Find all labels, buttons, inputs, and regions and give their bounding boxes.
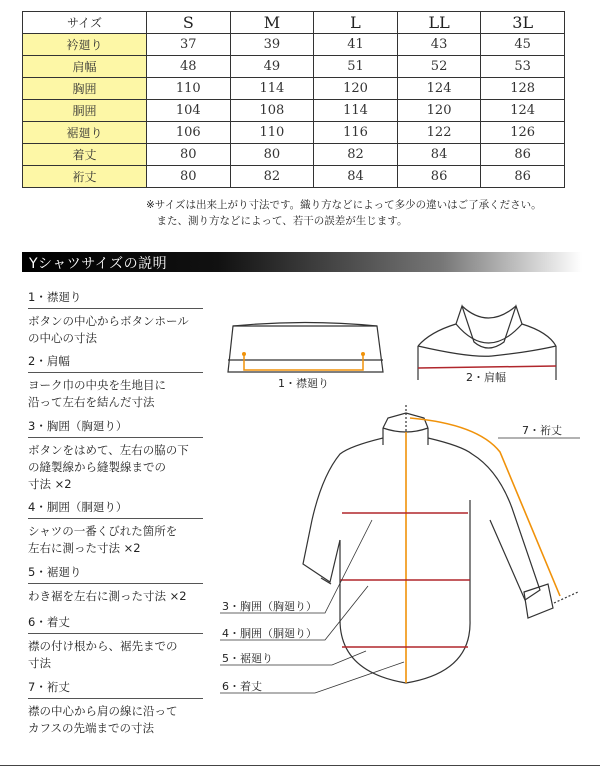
shirt-diagram [205, 280, 590, 750]
table-cell: 120 [314, 78, 398, 100]
explanation-hem [28, 564, 203, 605]
table-cell: 124 [397, 78, 481, 100]
table-cell: 80 [147, 166, 231, 188]
explanation-desc: ボタンの中心からボタンホール の中心の寸法 [28, 314, 189, 345]
size-header-m: M [230, 12, 314, 34]
collar-button-dot [242, 352, 246, 356]
table-cell: 120 [397, 100, 481, 122]
table-cell: 80 [230, 144, 314, 166]
table-cell: 86 [397, 166, 481, 188]
size-header-l: L [314, 12, 398, 34]
explanation-desc: ボタンをはめて、左右の脇の下 の縫製線から縫製線までの 寸法 ×2 [28, 443, 189, 491]
shoulder-measure-line [418, 366, 556, 368]
size-corner-header: サイズ [23, 12, 147, 34]
explanation-shoulder [28, 353, 203, 411]
table-cell: 114 [230, 78, 314, 100]
table-cell: 84 [397, 144, 481, 166]
table-cell: 106 [147, 122, 231, 144]
sleeve-measure-line [410, 418, 560, 596]
table-cell: 114 [314, 100, 398, 122]
table-cell: 82 [230, 166, 314, 188]
collar-measure-line [244, 354, 363, 370]
table-row [23, 56, 565, 78]
table-cell: 126 [481, 122, 565, 144]
row-label: 胸囲 [23, 78, 147, 100]
size-header-row [23, 12, 565, 34]
table-cell: 108 [230, 100, 314, 122]
bottom-divider [0, 765, 600, 766]
explanation-waist [28, 499, 203, 557]
size-header-ll: LL [397, 12, 481, 34]
size-table [22, 11, 565, 188]
row-label: 肩幅 [23, 56, 147, 78]
table-cell: 86 [481, 166, 565, 188]
shoulder-label: 2・肩幅 [466, 371, 506, 384]
explanation-title: 1・襟廻り [28, 289, 203, 309]
size-header-3l: 3L [481, 12, 565, 34]
explanation-desc: わき裾を左右に測った寸法 ×2 [28, 589, 187, 603]
explanation-title: 5・裾廻り [28, 564, 203, 584]
table-row [23, 166, 565, 188]
length-label: 6・着丈 [222, 680, 262, 693]
explanation-desc: 襟の中心から肩の線に沿って カフスの先端までの寸法 [28, 704, 178, 735]
explanation-desc: シャツの一番くびれた箇所を 左右に測った寸法 ×2 [28, 524, 178, 555]
explanation-title: 3・胸囲（胸廻り） [28, 418, 203, 438]
table-row [23, 78, 565, 100]
table-cell: 48 [147, 56, 231, 78]
table-cell: 128 [481, 78, 565, 100]
waist-label: 4・胴囲（胴廻り） [222, 627, 317, 640]
table-cell: 41 [314, 34, 398, 56]
table-cell: 124 [481, 100, 565, 122]
sleeve-label: 7・裄丈 [522, 424, 562, 437]
table-cell: 104 [147, 100, 231, 122]
explanation-title: 2・肩幅 [28, 353, 203, 373]
explanation-collar [28, 289, 203, 347]
row-label: 胴囲 [23, 100, 147, 122]
chest-label: 3・胸囲（胸廻り） [222, 600, 317, 613]
table-cell: 80 [147, 144, 231, 166]
collar-label: 1・襟廻り [278, 377, 329, 390]
explanation-title: 6・着丈 [28, 614, 203, 634]
table-cell: 45 [481, 34, 565, 56]
row-label: 裾廻り [23, 122, 147, 144]
table-cell: 51 [314, 56, 398, 78]
row-label: 着丈 [23, 144, 147, 166]
table-cell: 49 [230, 56, 314, 78]
collar-drawing [228, 323, 383, 373]
table-cell: 122 [397, 122, 481, 144]
table-row [23, 144, 565, 166]
section-header [22, 252, 582, 272]
row-label: 裄丈 [23, 166, 147, 188]
explanation-desc: 襟の付け根から、裾先までの 寸法 [28, 639, 178, 670]
table-cell: 39 [230, 34, 314, 56]
size-header-s: S [147, 12, 231, 34]
table-cell: 84 [314, 166, 398, 188]
table-row [23, 34, 565, 56]
table-row [23, 100, 565, 122]
explanation-desc: ヨーク巾の中央を生地目に 沿って左右を結んだ寸法 [28, 378, 166, 409]
explanation-chest [28, 418, 203, 493]
table-cell: 37 [147, 34, 231, 56]
table-cell: 43 [397, 34, 481, 56]
table-row [23, 122, 565, 144]
table-cell: 82 [314, 144, 398, 166]
collar-button-dot [361, 352, 365, 356]
table-cell: 53 [481, 56, 565, 78]
table-cell: 116 [314, 122, 398, 144]
hem-label: 5・裾廻り [222, 652, 273, 665]
row-label: 衿廻り [23, 34, 147, 56]
table-cell: 86 [481, 144, 565, 166]
size-note: ※サイズは出来上がり寸法です。織り方などによって多少の違いはご了承ください。 また、測り方などによって、若干の誤差が生じます。 [146, 199, 542, 227]
explanation-title: 4・胴囲（胴廻り） [28, 499, 203, 519]
section-title: Yシャツサイズの説明 [29, 256, 168, 272]
explanation-title: 7・裄丈 [28, 679, 203, 699]
table-cell: 52 [397, 56, 481, 78]
leader-lines [220, 438, 580, 693]
table-cell: 110 [230, 122, 314, 144]
table-cell: 110 [147, 78, 231, 100]
explanation-sleeve [28, 679, 203, 737]
sleeve-end-dots [554, 592, 578, 603]
shirt-outline [303, 413, 553, 683]
yoke-drawing [418, 306, 556, 380]
explanation-length [28, 614, 203, 672]
